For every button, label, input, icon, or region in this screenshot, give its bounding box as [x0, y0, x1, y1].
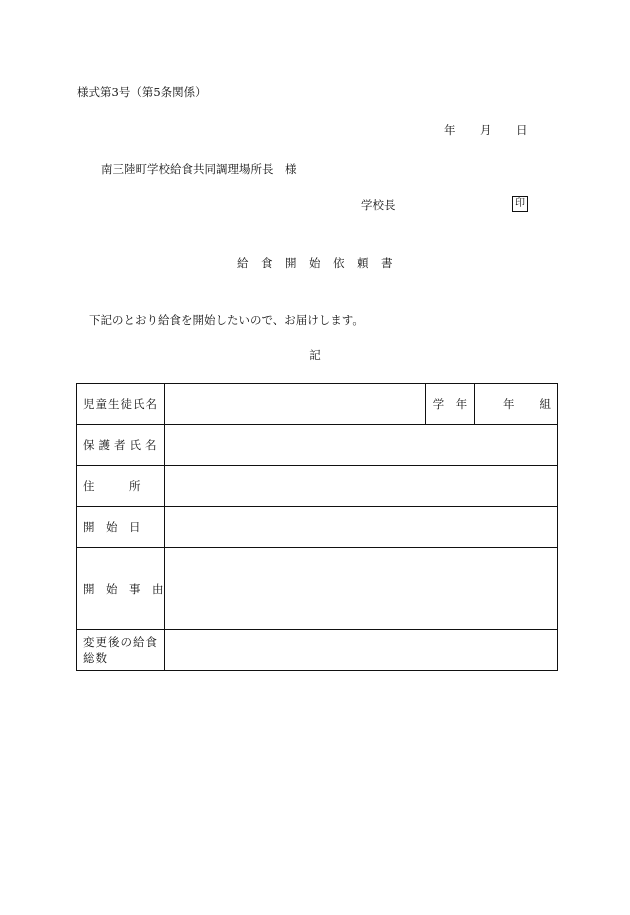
table-row-total-meals [77, 630, 558, 671]
table-row-guardian [77, 425, 558, 466]
start-date-field[interactable] [165, 507, 558, 548]
guardian-name-field[interactable] [165, 425, 558, 466]
table-row-start-date [77, 507, 558, 548]
date-year-label: 年 [444, 123, 456, 137]
form-number: 様式第3号（第5条関係） [77, 85, 207, 99]
address-field[interactable] [165, 466, 558, 507]
student-name-field[interactable] [165, 384, 426, 425]
addressee: 南三陸町学校給食共同調理場所長 様 [101, 162, 297, 176]
document-title: 給 食 開 始 依 頼 書 [237, 256, 393, 270]
start-date-label: 開 始 日 [77, 507, 165, 548]
grade-class-unit: 組 [539, 397, 551, 411]
table-row-address [77, 466, 558, 507]
request-form-table [76, 383, 558, 671]
address-label: 住 所 [77, 466, 165, 507]
grade-label: 学 年 [426, 384, 475, 425]
body-text: 下記のとおり給食を開始したいので、お届けします。 [89, 313, 364, 327]
guardian-name-label: 保護者氏名 [77, 425, 165, 466]
ki-heading: 記 [309, 348, 321, 362]
seal-box: 印 [512, 196, 528, 212]
principal-label: 学校長 [361, 198, 396, 212]
date-day-label: 日 [516, 123, 528, 137]
total-meals-field[interactable] [165, 630, 558, 671]
grade-year-unit: 年 [503, 397, 515, 411]
start-reason-field[interactable] [165, 548, 558, 630]
student-name-label: 児童生徒氏名 [77, 384, 165, 425]
table-row-start-reason [77, 548, 558, 630]
table-row-student [77, 384, 558, 425]
date-month-label: 月 [480, 123, 492, 137]
total-meals-label: 変更後の給食総数 [77, 630, 165, 671]
grade-class-field[interactable] [475, 384, 558, 425]
start-reason-label: 開 始 事 由 [77, 548, 165, 630]
